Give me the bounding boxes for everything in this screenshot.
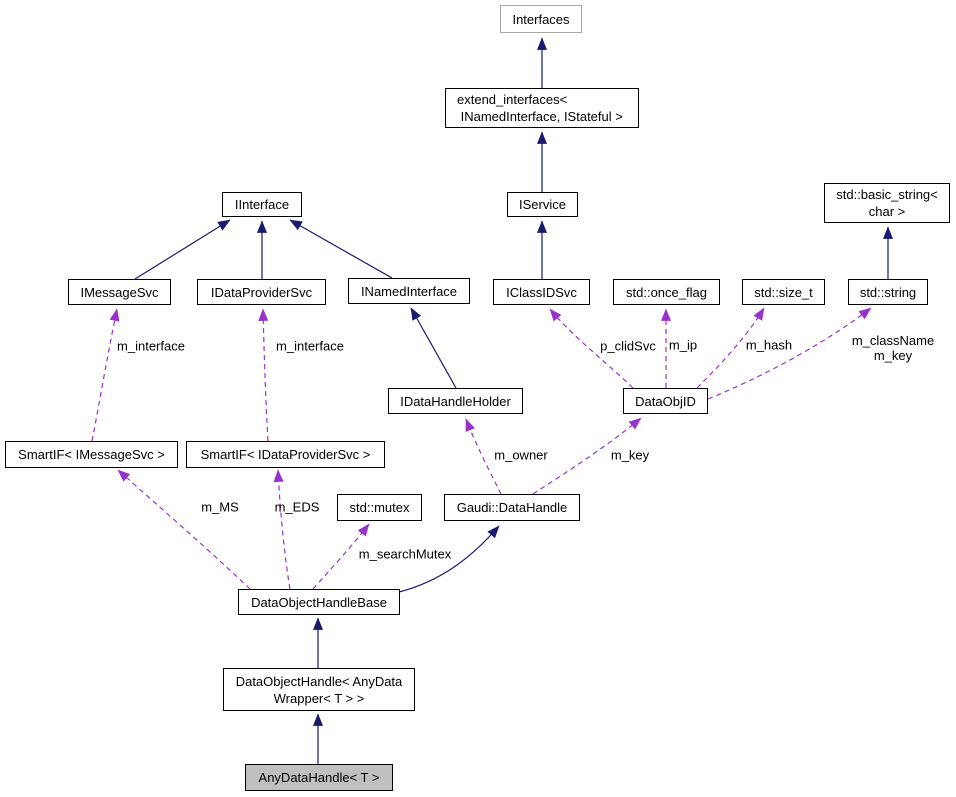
node-extend-interfaces-line1: extend_interfaces< (457, 92, 568, 107)
edge-dataobjecthandlebase-to-smartifms (118, 470, 250, 589)
node-iservice[interactable] (507, 192, 578, 217)
edge-label-m-interface-left: m_interface (117, 338, 185, 354)
node-dataobjecthandle[interactable] (223, 668, 415, 711)
node-imessagesvc-label: IMessageSvc (80, 284, 159, 300)
edge-label-m-ms: m_MS (201, 499, 239, 515)
node-iservice-label: IService (519, 197, 566, 212)
edge-label-m-key-upper: m_key (873, 348, 913, 363)
edge-label-m-key: m_key (610, 447, 650, 463)
node-smartif-imessagesvc[interactable] (5, 441, 178, 468)
edge-label-m-owner: m_owner (494, 447, 548, 463)
node-idatahandleholder[interactable] (388, 388, 523, 414)
node-smartif-idataprovidersvc[interactable] (186, 441, 385, 468)
node-interfaces-label: Interfaces (512, 11, 570, 27)
node-extend-interfaces-line2: INamedInterface, IStateful > (457, 109, 623, 124)
node-dataobjecthandle-line1: DataObjectHandle< AnyData (235, 673, 403, 689)
node-interfaces[interactable] (500, 5, 582, 33)
edge-idatahandleholder-to-inamedinterface (411, 308, 456, 388)
edge-label-m-eds: m_EDS (274, 499, 320, 515)
node-idataprovidersvc-label: IDataProviderSvc (210, 284, 313, 300)
edge-dataobjid-to-stdstring (708, 308, 871, 399)
edge-label-p-clidsvc: p_clidSvc (600, 338, 656, 354)
node-std-mutex-label: std::mutex (349, 500, 410, 515)
node-dataobjecthandlebase[interactable] (238, 589, 400, 615)
node-imessagesvc[interactable] (68, 279, 171, 305)
node-idataprovidersvc[interactable] (197, 279, 326, 305)
edge-dataobjecthandlebase-to-smartifeds (278, 470, 290, 589)
node-anydatahandle (245, 764, 393, 791)
node-dataobjecthandlebase-label: DataObjectHandleBase (251, 594, 387, 610)
node-std-mutex[interactable] (337, 494, 422, 521)
node-std-basic-string-line2: char > (868, 204, 906, 219)
edge-smartifms-to-imessagesvc (92, 309, 117, 441)
node-iinterface[interactable] (222, 192, 302, 217)
edge-label-m-classname: m_className (851, 333, 935, 348)
node-iclassidsvc-label: IClassIDSvc (506, 284, 577, 300)
edge-label-m-interface-right: m_interface (276, 338, 344, 354)
node-smartif-imessagesvc-label: SmartIF< IMessageSvc > (18, 447, 165, 462)
node-std-once-flag-label: std::once_flag (626, 284, 707, 300)
node-dataobjid-label: DataObjID (635, 393, 696, 409)
node-dataobjid[interactable] (623, 388, 708, 414)
node-std-size-t[interactable] (742, 279, 825, 305)
node-dataobjecthandle-line2: Wrapper< T > > (273, 690, 365, 706)
edge-label-m-searchmutex: m_searchMutex (358, 546, 452, 562)
node-std-string[interactable] (848, 279, 928, 305)
edge-label-m-ip: m_ip (668, 337, 698, 353)
node-extend-interfaces[interactable] (445, 88, 639, 128)
node-inamedinterface[interactable] (348, 278, 470, 304)
node-iclassidsvc[interactable] (493, 279, 590, 305)
edge-smartifeds-to-idataprovidersvc (263, 309, 268, 441)
edge-label-m-hash: m_hash (745, 337, 793, 353)
edge-label-m-classname-m-key (852, 333, 934, 363)
node-gaudi-datahandle[interactable] (444, 494, 580, 521)
node-std-string-label: std::string (859, 284, 917, 300)
node-inamedinterface-label: INamedInterface (360, 283, 458, 299)
node-std-once-flag[interactable] (613, 279, 720, 305)
edge-imessagesvc-to-iinterface (135, 220, 230, 279)
node-smartif-idataprovidersvc-label: SmartIF< IDataProviderSvc > (200, 447, 371, 462)
node-std-size-t-label: std::size_t (754, 284, 813, 300)
node-iinterface-label: IInterface (234, 197, 290, 212)
edge-inamedinterface-to-iinterface (290, 220, 392, 278)
node-gaudi-datahandle-label: Gaudi::DataHandle (456, 500, 568, 515)
node-idatahandleholder-label: IDataHandleHolder (400, 393, 511, 409)
node-std-basic-string-line1: std::basic_string< (836, 187, 938, 202)
node-std-basic-string[interactable] (824, 183, 950, 223)
node-anydatahandle-label: AnyDataHandle< T > (258, 770, 380, 785)
